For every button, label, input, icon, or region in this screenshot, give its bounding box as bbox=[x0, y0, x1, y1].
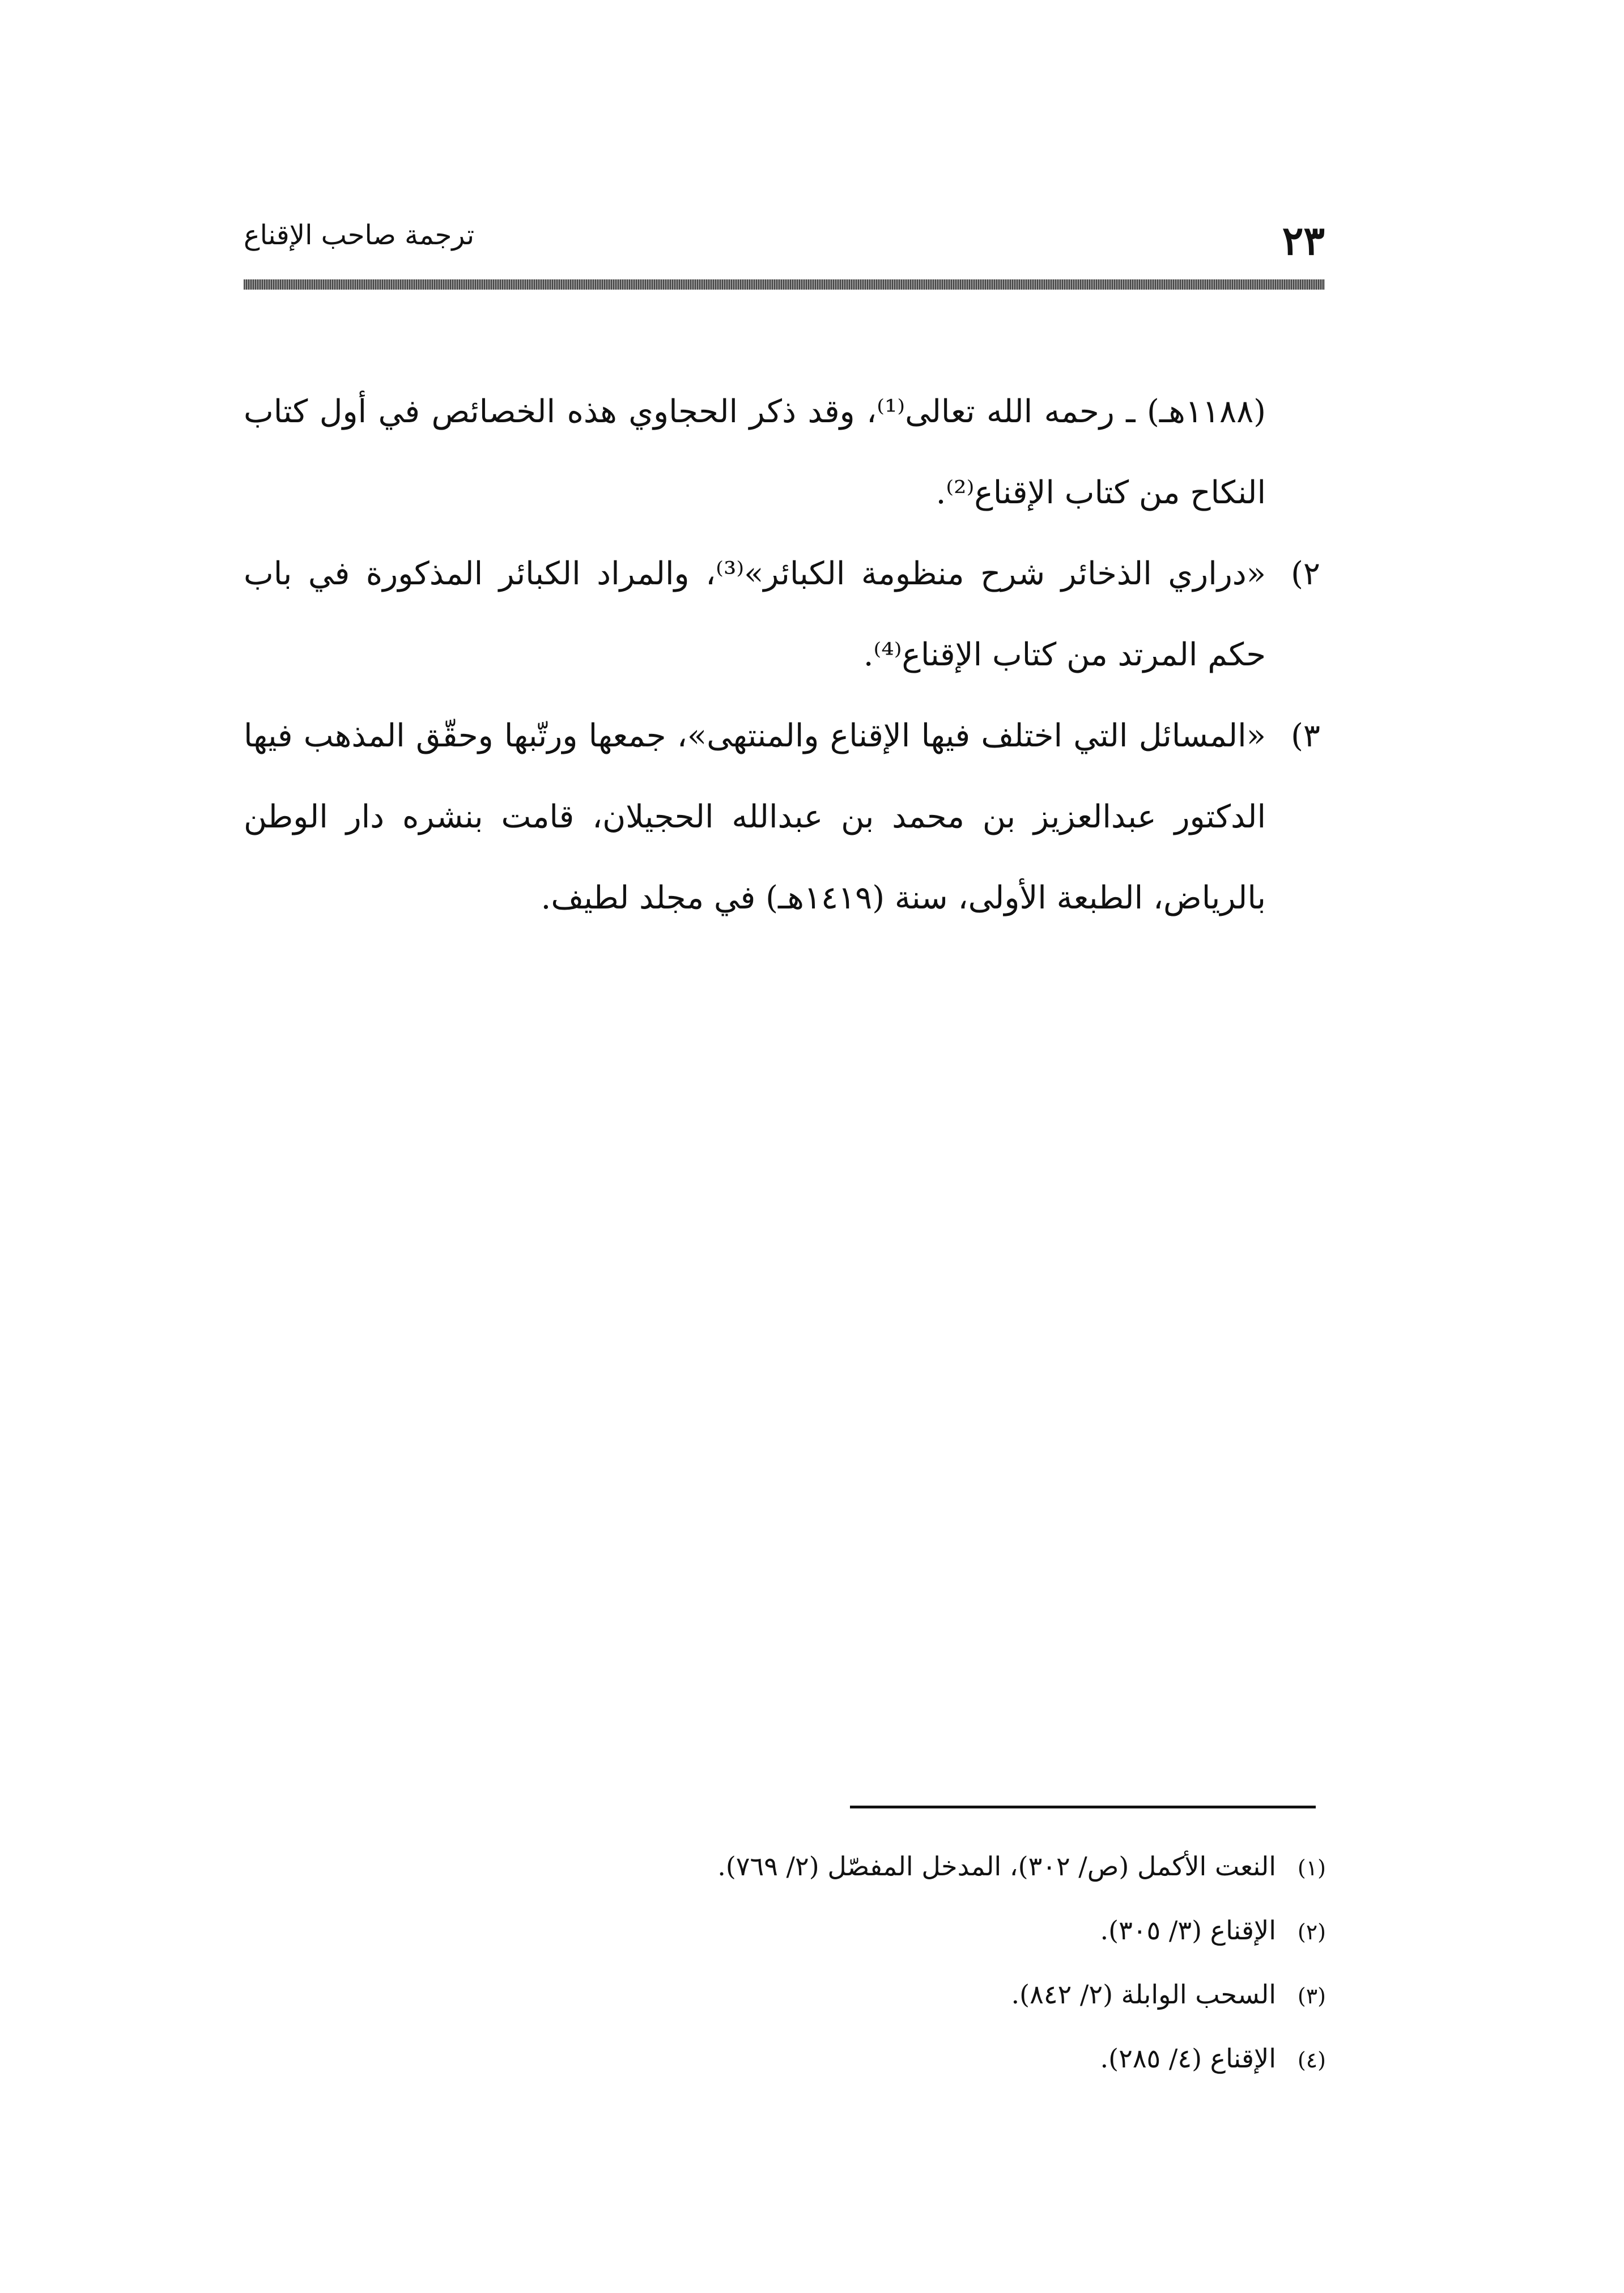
footnote bbox=[340, 1835, 1326, 1899]
footnote-text: النعت الأكمل (ص/ ٣٠٢)، المدخل المفصّل (٢/ ٧٦٩). bbox=[717, 1851, 1276, 1882]
footnote bbox=[340, 1899, 1326, 1963]
intro-paragraph: (١١٨٨هـ) ـ رحمه الله تعالى⁽¹⁾، وقد ذكر الحجاوي هذه الخصائص في أول كتاب النكاح من كتاب الإقناع⁽²⁾. bbox=[244, 393, 1266, 511]
item-number: ٢) bbox=[1291, 555, 1320, 592]
item-text: «دراري الذخائر شرح منظومة الكبائر»⁽³⁾، والمراد الكبائر المذكورة في باب حكم المرتد من كتاب الإقناع⁽⁴⁾. bbox=[244, 555, 1266, 673]
footnote-text: الإقناع (٤/ ٢٨٥). bbox=[1100, 2043, 1276, 2074]
footnote-number: (٢) bbox=[1297, 1920, 1326, 1944]
running-title: ترجمة صاحب الإقناع bbox=[244, 219, 475, 251]
footnote-number: (١) bbox=[1297, 1855, 1326, 1880]
footnotes bbox=[340, 1835, 1326, 2091]
footnote bbox=[340, 2027, 1326, 2091]
footnote bbox=[340, 1963, 1326, 2027]
header-rule bbox=[244, 279, 1325, 290]
footnote-text: الإقناع (٣/ ٣٠٥). bbox=[1100, 1915, 1276, 1946]
list-item bbox=[244, 533, 1320, 695]
footnote-text: السحب الوابلة (٢/ ٨٤٢). bbox=[1011, 1979, 1276, 2010]
footnote-separator bbox=[850, 1806, 1316, 1808]
item-number: ٣) bbox=[1291, 717, 1320, 754]
item-text: «المسائل التي اختلف فيها الإقناع والمنتهى»، جمعها ورتّبها وحقّق المذهب فيها الدكتور عبدالعزيز بن محمد بن عبدالله الحجيلان، قامت بنشره دار الوطن بالرياض، الطبعة الأولى، سنة (١٤١٩هـ) في مجلد لطيف. bbox=[244, 717, 1266, 916]
page-header bbox=[244, 213, 1325, 292]
main-text bbox=[244, 371, 1320, 939]
footnote-number: (٣) bbox=[1297, 1984, 1326, 2009]
list-item bbox=[244, 695, 1320, 939]
page-number: ٢٣ bbox=[1282, 217, 1325, 264]
footnote-number: (٤) bbox=[1297, 2048, 1326, 2073]
